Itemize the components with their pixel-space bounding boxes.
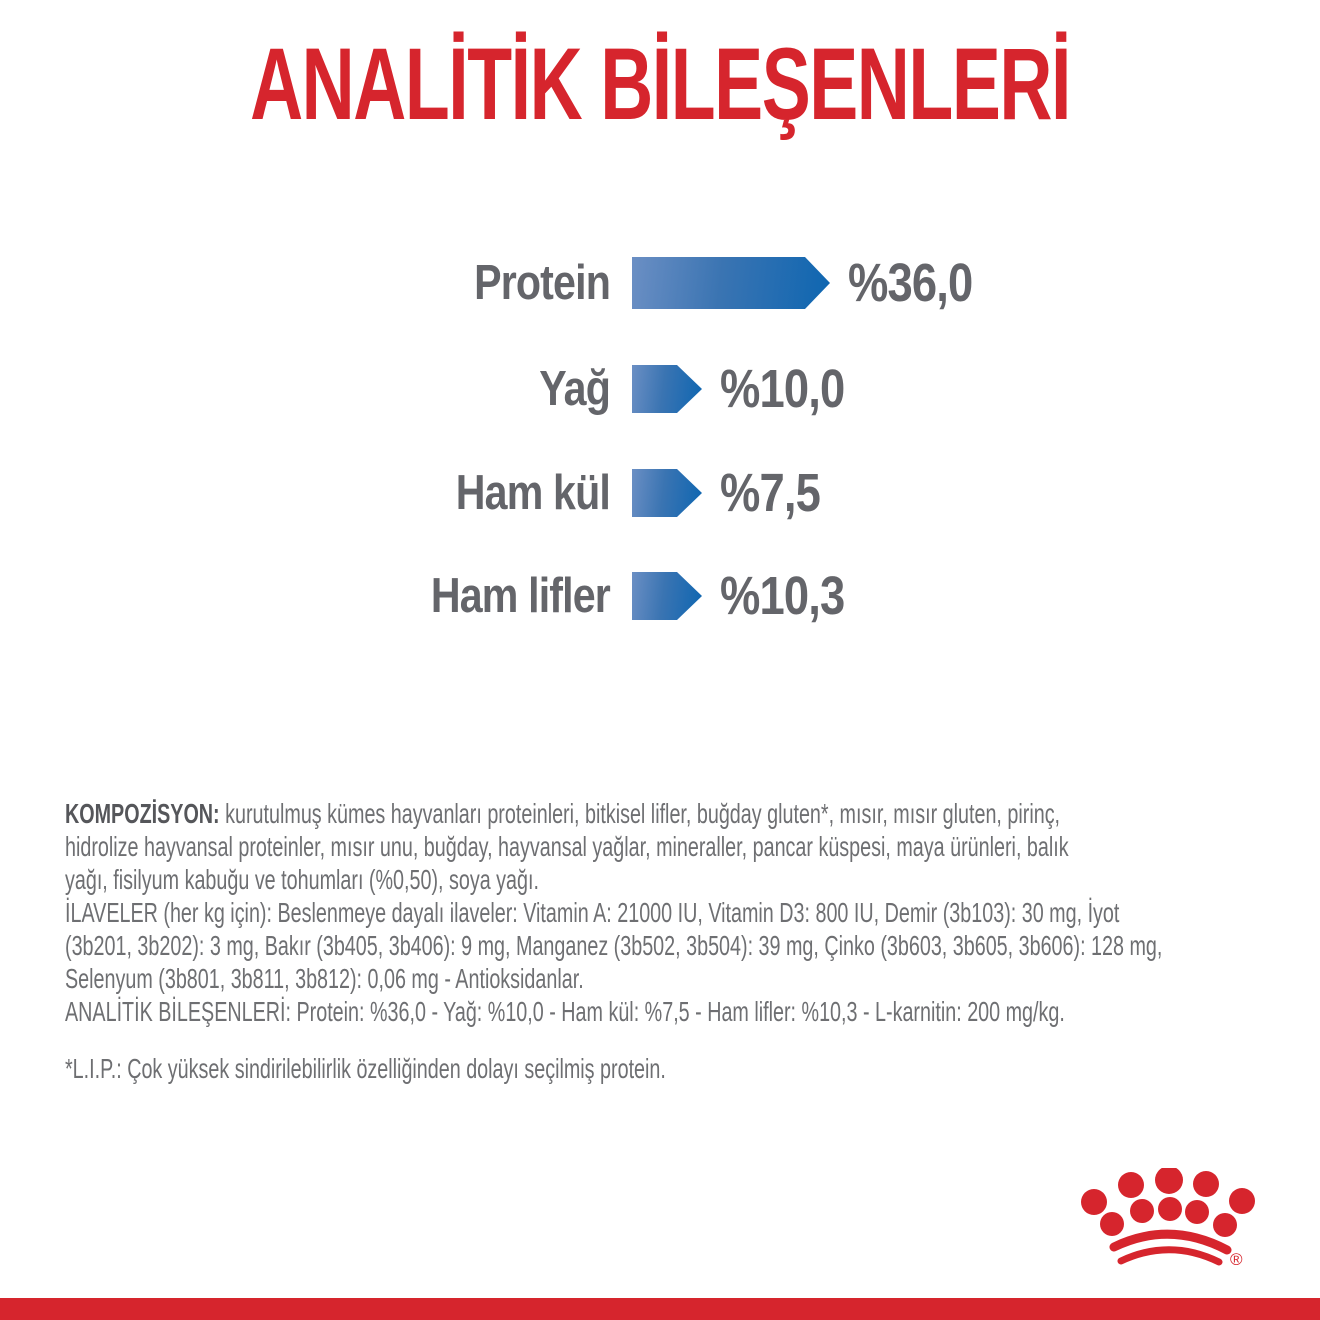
chart-bar-2 <box>632 469 702 517</box>
registered-trademark-symbol: ® <box>1230 1250 1243 1269</box>
chart-value-label: %7,5 <box>720 463 821 523</box>
chart-row-crude-fibre <box>0 566 868 626</box>
ingredients-text-block <box>65 797 1264 1085</box>
crown-dots <box>1081 1168 1255 1237</box>
additives-line-3: Selenyum (3b801, 3b811, 3b812): 0,06 mg - Antioksidanlar. <box>65 963 584 994</box>
chart-bar-3 <box>632 572 702 620</box>
crown-arcs <box>1114 1234 1227 1262</box>
chart-bar-1 <box>632 365 702 413</box>
chart-value-label: %36,0 <box>848 253 973 313</box>
composition-line-3: yağı, fisilyum kabuğu ve tohumları (%0,50), soya yağı. <box>65 864 539 895</box>
chart-category-label: Yağ <box>539 362 610 416</box>
composition-lead: KOMPOZİSYON: <box>65 798 220 829</box>
composition-line-1 <box>65 797 1264 830</box>
chart-bar-0 <box>632 257 830 309</box>
lip-footnote: *L.I.P.: Çok yüksek sindirilebilirlik özelliğinden dolayı seçilmiş protein. <box>65 1053 666 1084</box>
chart-row-fat <box>0 359 868 419</box>
royal-canin-crown-logo <box>1078 1168 1273 1286</box>
chart-row-crude-ash <box>0 463 839 523</box>
chart-value-label: %10,0 <box>720 359 845 419</box>
page-title: ANALİTİK BİLEŞENLERİ <box>250 27 1070 141</box>
chart-category-label: Protein <box>474 256 610 310</box>
chart-category-label: Ham kül <box>455 466 610 520</box>
chart-value-label: %10,3 <box>720 566 845 626</box>
composition-line-1-text: kurutulmuş kümes hayvanları proteinleri, bitkisel lifler, buğday gluten*, mısır, mısır gluten, pirinç, <box>219 798 1061 829</box>
additives-line-1: İLAVELER (her kg için): Beslenmeye dayalı ilaveler: Vitamin A: 21000 IU, Vitamin D3: 800 IU, Demir (3b103): 30 mg, İyot <box>65 897 1120 928</box>
composition-line-2: hidrolize hayvansal proteinler, mısır unu, buğday, hayvansal yağlar, mineraller, pancar küspesi, maya ürünleri, balık <box>65 831 1069 862</box>
footer-red-bar <box>0 1298 1320 1320</box>
chart-row-protein <box>0 255 996 311</box>
analytical-summary-line: ANALİTİK BİLEŞENLERİ: Protein: %36,0 - Yağ: %10,0 - Ham kül: %7,5 - Ham lifler: %10,3 - L-karnitin: 200 mg/kg. <box>65 996 1065 1027</box>
additives-line-2: (3b201, 3b202): 3 mg, Bakır (3b405, 3b406): 9 mg, Manganez (3b502, 3b504): 39 mg, Çinko (3b603, 3b605, 3b606): 128 mg, <box>65 930 1163 961</box>
chart-category-label: Ham lifler <box>430 569 610 623</box>
